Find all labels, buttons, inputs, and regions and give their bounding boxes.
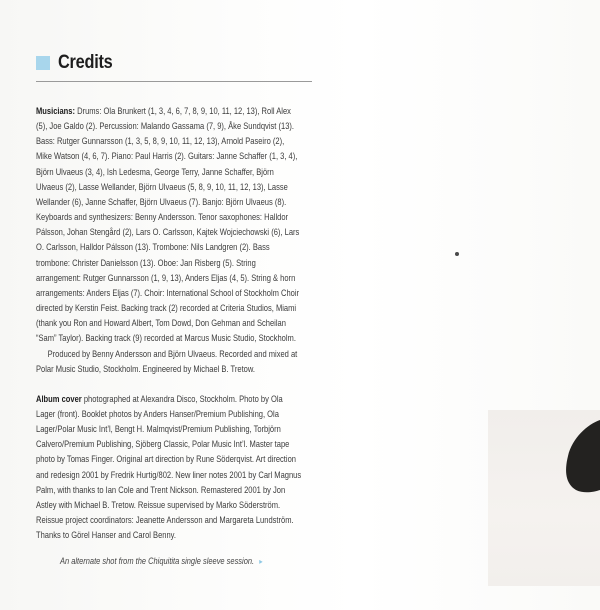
photo-caption [60, 556, 290, 566]
caption-text: An alternate shot from the Chiquitita single sleeve session. [60, 556, 255, 566]
musicians-label: Musicians: [36, 106, 76, 116]
photo-shoulder-shape [488, 410, 600, 586]
album-cover-paragraph [36, 392, 302, 544]
caption-arrow-icon: ▸ [259, 557, 263, 566]
accent-square-icon [36, 56, 50, 70]
production-text: Produced by Benny Andersson and Björn Ulvaeus. Recorded and mixed at Polar Music Studio, Stockholm. Engineered by Michael B. Tretow. [36, 348, 298, 374]
album-cover-label: Album cover [36, 393, 82, 404]
musicians-paragraph [36, 104, 302, 347]
title-divider [36, 81, 312, 82]
page-title: Credits [58, 52, 113, 73]
production-paragraph [36, 347, 302, 377]
photo [488, 410, 600, 586]
album-cover-text: photographed at Alexandra Disco, Stockholm. Photo by Ola Lager (front). Booklet photos by Anders Hanser/Premium Publishing, Ola Lager/Polar Music Int’l, Bengt H. Malmqvist/Premium Publishing, Torbjörn Calvero/Premium Publishing, Sjöberg Classic, Polar Music Int’l. Master tape photo by Tomas Finger. Original art direction by Rune Söderqvist. Art direction and redesign 2001 by Fredrik Hurtig/802. New liner notes 2001 by Carl Magnus Palm, with thanks to Ian Cole and Trent Nickson. Remastered 2001 by Jon Astley with Michael B. Tretow. Reissue supervised by Marko Söderström. Reissue project coordinators: Jeanette Andersson and Margareta Lundström. Thanks to Görel Hanser and Carol Benny. [36, 393, 302, 541]
credits-header [36, 52, 312, 76]
musicians-text: Drums: Ola Brunkert (1, 3, 4, 6, 7, 8, 9, 10, 11, 12, 13), Roll Alex (5), Joe Galdo (2). Percussion: Malando Gassama (7, 9), Åke Sundqvist (13). Bass: Rutger Gunnarsson (1, 3, 5, 8, 9, 10, 11, 12, 13), Arnold Paseiro (2), Mike Watson (4, 6, 7). Piano: Paul Harris (2). Guitars: Janne Schaffer (1, 3, 4), Björn Ulvaeus (3, 4), Ish Ledesma, George Terry, Janne Schaffer, Björn Ulvaeus (2), Lasse Wellander, Björn Ulvaeus (5, 8, 9, 10, 11, 12, 13), Lasse Wellander (6), Janne Schaffer, Björn Ulvaeus (7). Banjo: Björn Ulvaeus (8). Keyboards and synthesizers: Benny Andersson. Tenor saxophones: Halldor Pálsson, Johan Stengård (2), Lars O. Carlsson, Kajtek Wojciechowski (6), Lars O. Carlsson, Halldor Pálsson (13). Trombone: Nils Landgren (2). Bass trombone: Christer Danielsson (13). Oboe: Jan Risberg (5). String arrangement: Rutger Gunnarsson (1, 9, 13), Anders Eljas (4, 5). String & horn arrangements: Anders Eljas (7). Choir: International School of Stockholm Choir directed by Kerstin Feist. Backing track (2) recorded at Criteria Studios, Miami (thank you Ron and Howard Albert, Tom Dowd, Don Gehman and Scheilan “Sam” Taylor). Backing track (9) recorded at Marcus Music Studio, Stockholm. [36, 106, 300, 344]
credits-body [36, 104, 302, 543]
speck-dot [455, 252, 459, 256]
